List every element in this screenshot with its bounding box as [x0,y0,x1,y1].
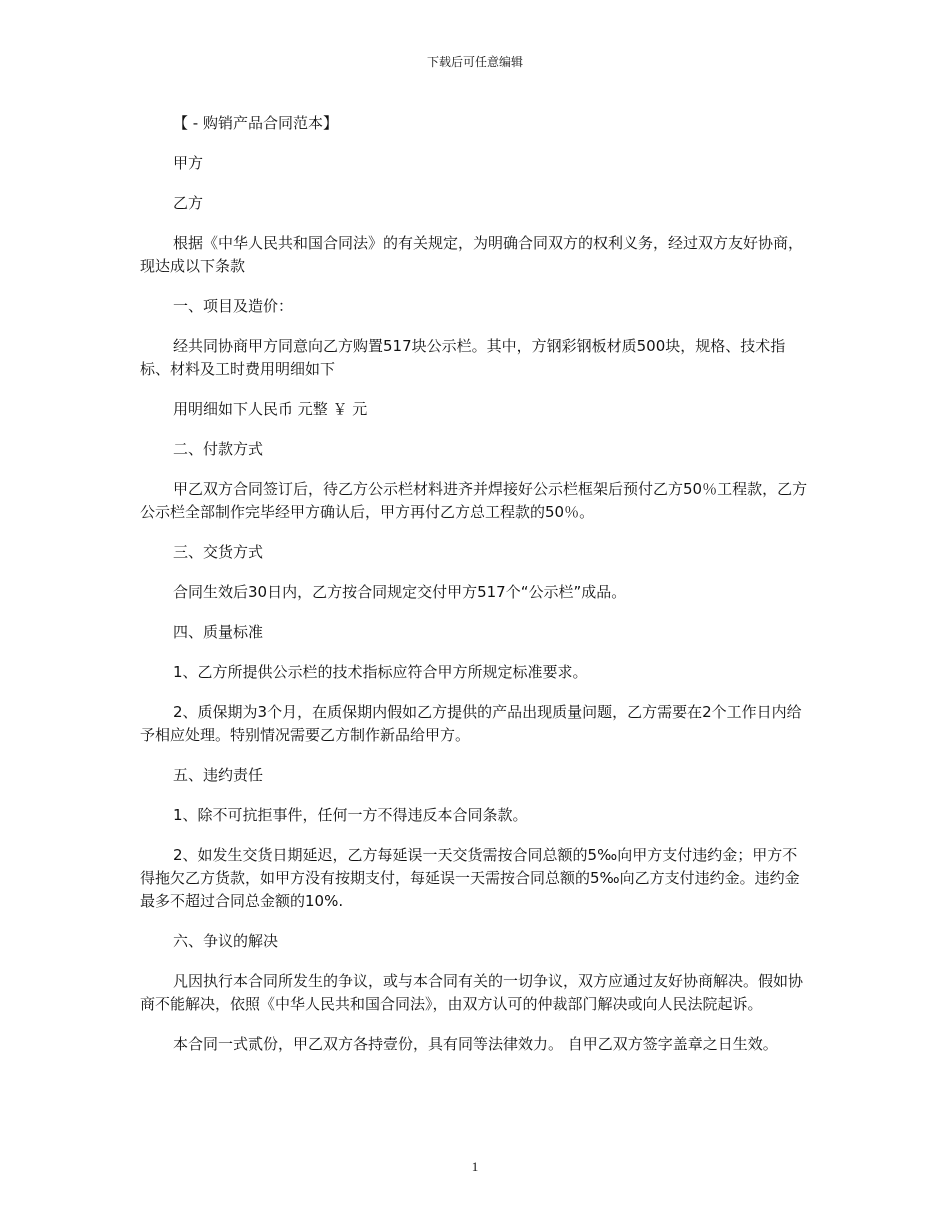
section-heading-delivery: 三、交货方式 [173,543,264,561]
price-paragraph: 用明细如下人民币 元整 ￥ 元 [173,400,368,418]
party-a-label: 甲方 [173,154,204,172]
quality-item-1: 1、乙方所提供公示栏的技术指标应符合甲方所规定标准要求。 [173,663,588,681]
payment-paragraph: 甲乙双方合同签订后，待乙方公示栏材料进齐并焊接好公示栏框架后预付乙方50％工程款，乙方公示栏全部制作完毕经甲方确认后，甲方再付乙方总工程款的50％。 [140,480,808,521]
section-heading-payment: 二、付款方式 [173,440,264,458]
closing-paragraph: 本合同一式贰份，甲乙双方各持壹份，具有同等法律效力。 自甲乙双方签字盖章之日生效。 [173,1035,778,1053]
section-heading-liability: 五、违约责任 [173,766,264,784]
liability-item-2: 2、如发生交货日期延迟，乙方每延误一天交货需按合同总额的5‰向甲方支付违约金；甲方不得拖欠乙方货款，如甲方没有按期支付，每延误一天需按合同总额的5‰向乙方支付违约金。违约金最多不超过合同总金额的10%. [140,846,800,910]
dispute-paragraph: 凡因执行本合同所发生的争议，或与本合同有关的一切争议，双方应通过友好协商解决。假如协商不能解决，依照《中华人民共和国合同法》，由双方认可的仲裁部门解决或向人民法院起诉。 [140,972,804,1013]
document-title: 【 - 购销产品合同范本】 [173,114,338,132]
preamble-paragraph: 根据《中华人民共和国合同法》的有关规定，为明确合同双方的权利义务，经过双方友好协商，现达成以下条款 [140,234,804,275]
party-b-label: 乙方 [173,194,204,212]
page-number: 1 [471,1159,479,1174]
quality-item-2: 2、质保期为3个月，在质保期内假如乙方提供的产品出现质量问题，乙方需要在2个工作日内给予相应处理。特别情况需要乙方制作新品给甲方。 [140,703,802,744]
section-heading-project: 一、项目及造价： [173,297,294,315]
liability-item-1: 1、除不可抗拒事件，任何一方不得违反本合同条款。 [173,806,528,824]
section-heading-dispute: 六、争议的解决 [173,932,279,950]
document-body [140,112,812,1073]
page-header: 下载后可任意编辑 [426,55,523,69]
project-paragraph: 经共同协商甲方同意向乙方购置517块公示栏。其中，方钢彩钢板材质500块，规格、技术指标、材料及工时费用明细如下 [140,337,786,378]
delivery-paragraph: 合同生效后30日内，乙方按合同规定交付甲方517个“公示栏”成品。 [173,583,627,601]
section-heading-quality: 四、质量标准 [173,623,264,641]
